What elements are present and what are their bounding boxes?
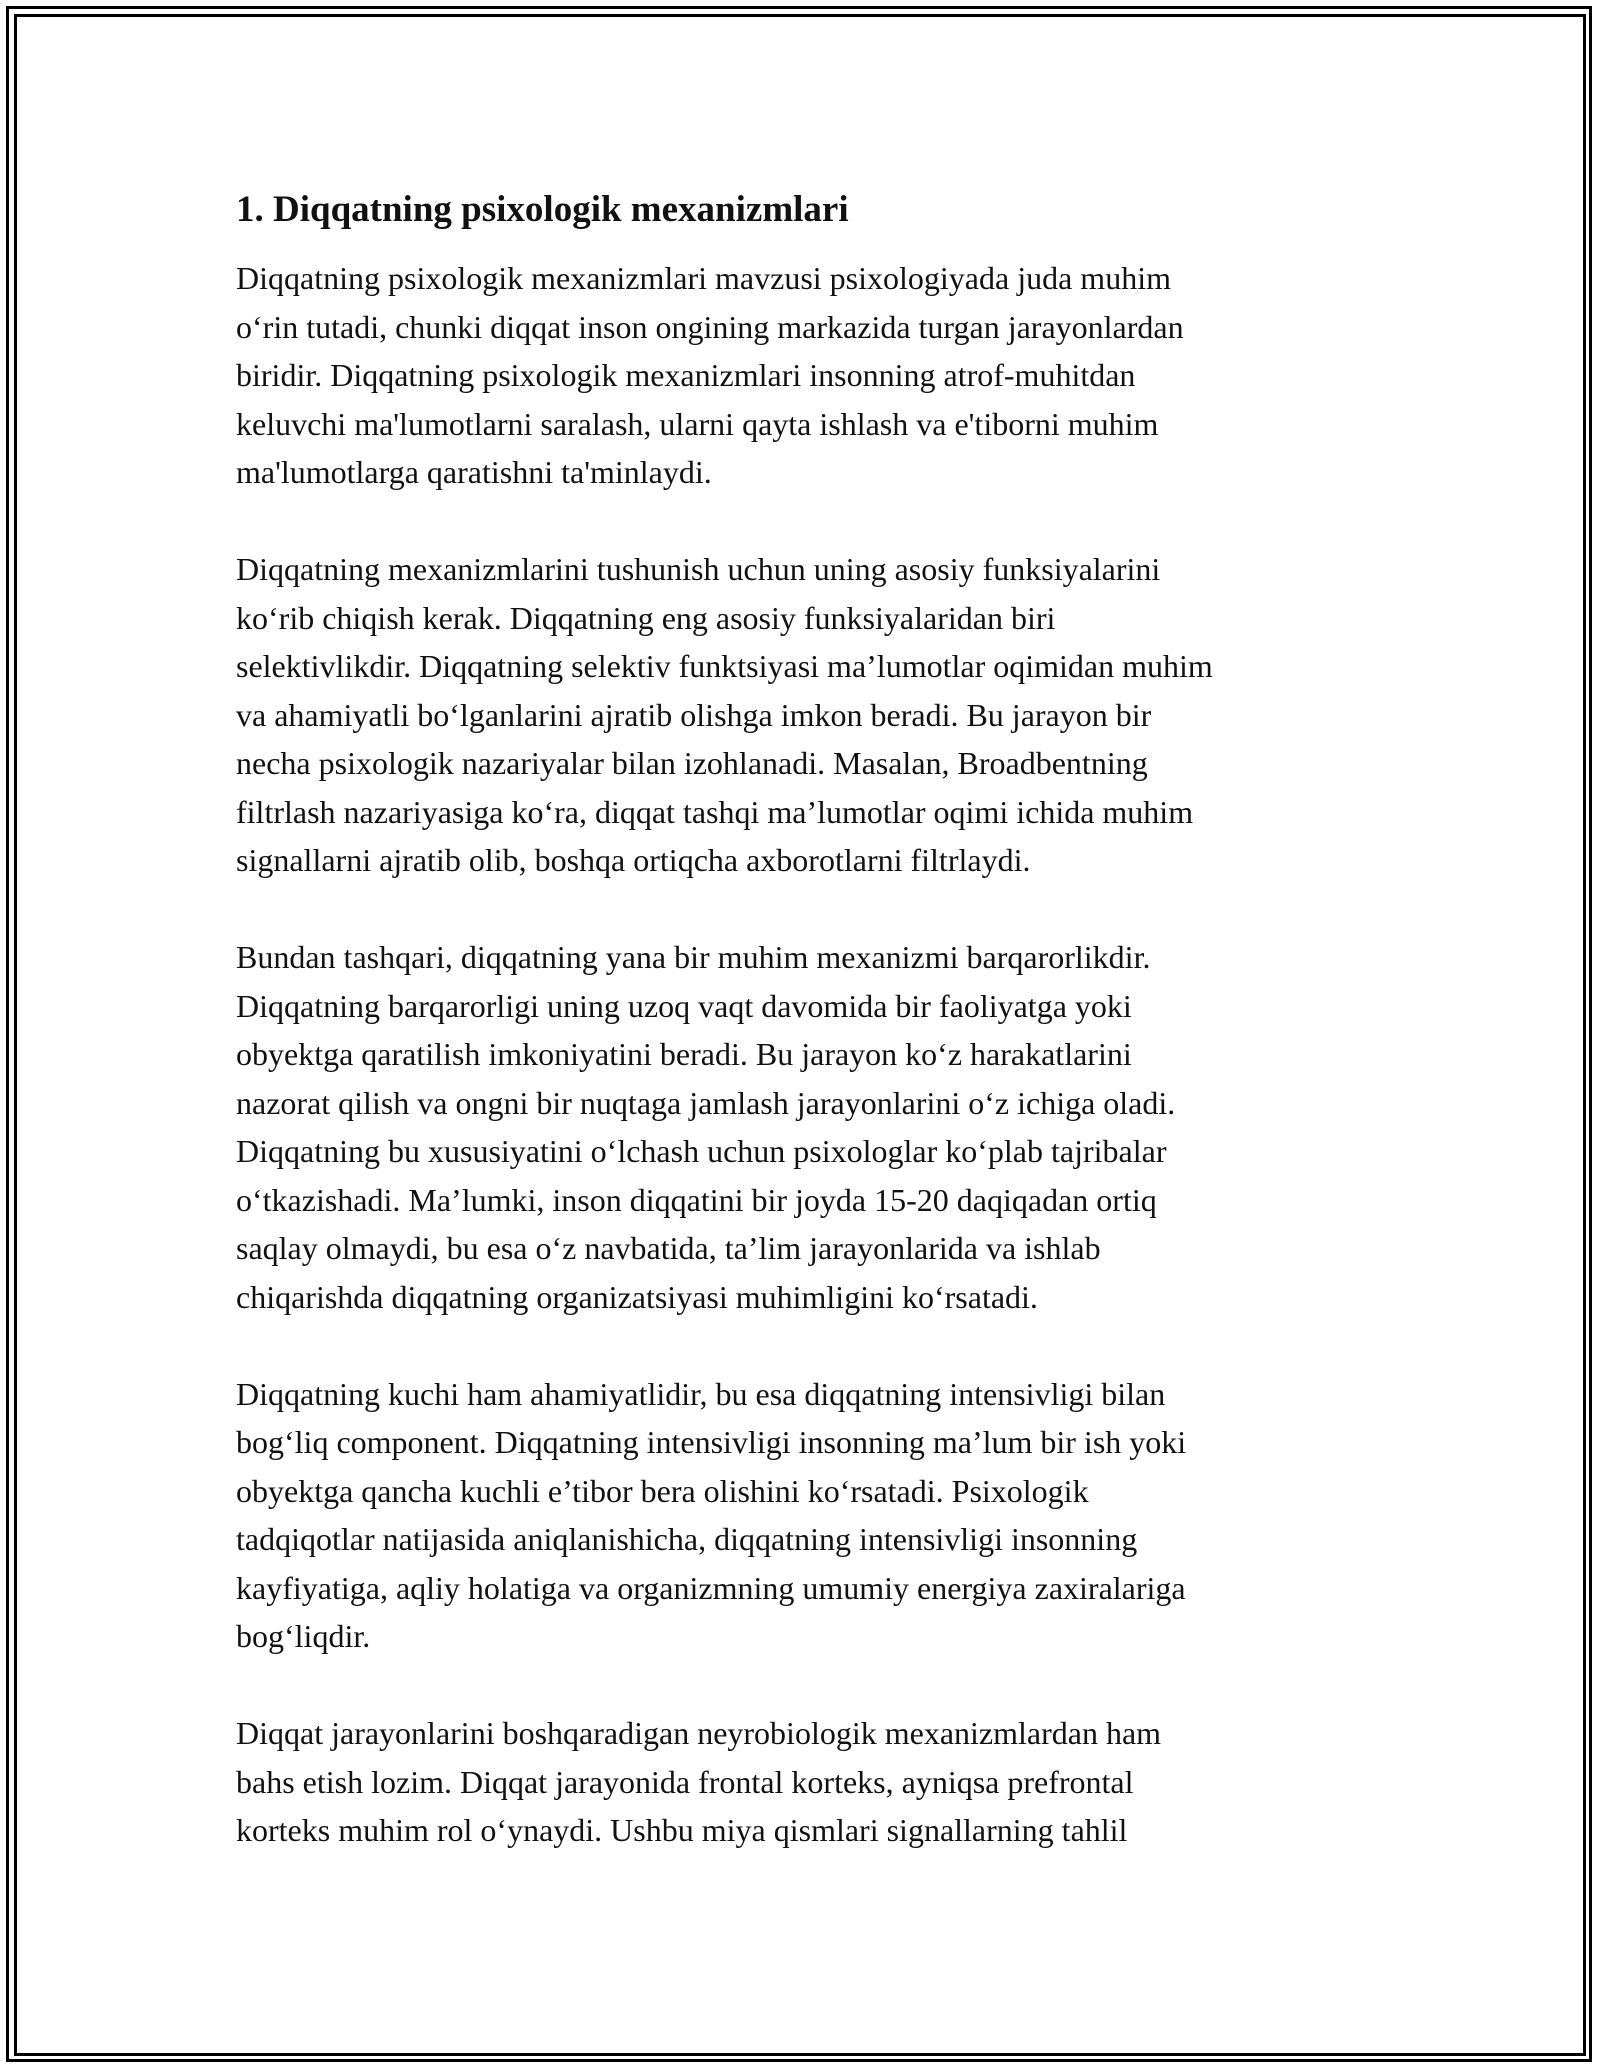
text-line: o‘rin tutadi, chunki diqqat inson ongining markazida turgan jarayonlardan <box>236 308 1184 345</box>
text-line: tadqiqotlar natijasida aniqlanishicha, diqqatning intensivligi insonning <box>236 1521 1138 1557</box>
paragraph-5 <box>236 1709 1386 1855</box>
text-line: Diqqatning mexanizmlarini tushunish uchun uning asosiy funksiyalarini <box>236 551 1161 587</box>
text-line: saqlay olmaydi, bu esa o‘z navbatida, ta’lim jarayonlarida va ishlab <box>236 1230 1101 1266</box>
text-line: korteks muhim rol o‘ynaydi. Ushbu miya qismlari signallarning tahlil <box>236 1812 1128 1848</box>
text-line: nazorat qilish va ongni bir nuqtaga jamlash jarayonlarini o‘z ichiga oladi. <box>236 1084 1176 1121</box>
text-line: o‘tkazishadi. Ma’lumki, inson diqqatini bir joyda 15-20 daqiqadan ortiq <box>236 1181 1157 1218</box>
paragraph-3 <box>236 933 1386 1321</box>
text-line: bahs etish lozim. Diqqat jarayonida frontal korteks, ayniqsa prefrontal <box>236 1763 1134 1800</box>
text-line: Diqqatning psixologik mexanizmlari mavzusi psixologiyada juda muhim <box>236 260 1171 296</box>
paragraph-4 <box>236 1370 1386 1661</box>
text-line: filtrlash nazariyasiga ko‘ra, diqqat tashqi ma’lumotlar oqimi ichida muhim <box>236 793 1194 830</box>
text-line: Diqqat jarayonlarini boshqaradigan neyrobiologik mexanizmlardan ham <box>236 1715 1162 1751</box>
paragraph-2 <box>236 545 1386 885</box>
text-line: kayfiyatiga, aqliy holatiga va organizmning umumiy energiya zaxiralariga <box>236 1569 1186 1606</box>
section-heading: 1. Diqqatning psixologik mexanizmlari <box>236 189 849 230</box>
text-line: Diqqatning barqarorligi uning uzoq vaqt davomida bir faoliyatga yoki <box>236 987 1132 1024</box>
text-line: bog‘liq component. Diqqatning intensivligi insonning ma’lum bir ish yoki <box>236 1424 1187 1460</box>
paragraph-1 <box>236 254 1386 497</box>
text-line: Bundan tashqari, diqqatning yana bir muhim mexanizmi barqarorlikdir. <box>236 939 1151 975</box>
text-line: ma'lumotlarga qaratishni ta'minlaydi. <box>236 454 712 490</box>
text-line: obyektga qaratilish imkoniyatini beradi. Bu jarayon ko‘z harakatlarini <box>236 1036 1132 1072</box>
text-line: necha psixologik nazariyalar bilan izohlanadi. Masalan, Broadbentning <box>236 745 1148 781</box>
document-body <box>236 186 1386 1855</box>
text-line: Diqqatning kuchi ham ahamiyatlidir, bu esa diqqatning intensivligi bilan <box>236 1375 1166 1412</box>
text-line: obyektga qancha kuchli e’tibor bera olishini ko‘rsatadi. Psixologik <box>236 1472 1089 1509</box>
text-line: ko‘rib chiqish kerak. Diqqatning eng asosiy funksiyalaridan biri <box>236 599 1056 636</box>
text-line: bog‘liqdir. <box>236 1618 371 1654</box>
text-line: signallarni ajratib olib, boshqa ortiqcha axborotlarni filtrlaydi. <box>236 842 1031 878</box>
text-line: biridir. Diqqatning psixologik mexanizmlari insonning atrof-muhitdan <box>236 357 1136 393</box>
text-line: selektivlikdir. Diqqatning selektiv funktsiyasi ma’lumotlar oqimidan muhim <box>236 648 1213 684</box>
text-line: Diqqatning bu xususiyatini o‘lchash uchun psixologlar ko‘plab tajribalar <box>236 1133 1167 1169</box>
text-line: keluvchi ma'lumotlarni saralash, ularni qayta ishlash va e'tiborni muhim <box>236 405 1159 442</box>
text-line: chiqarishda diqqatning organizatsiyasi muhimligini ko‘rsatadi. <box>236 1278 1038 1315</box>
text-line: va ahamiyatli bo‘lganlarini ajratib olishga imkon beradi. Bu jarayon bir <box>236 696 1152 733</box>
